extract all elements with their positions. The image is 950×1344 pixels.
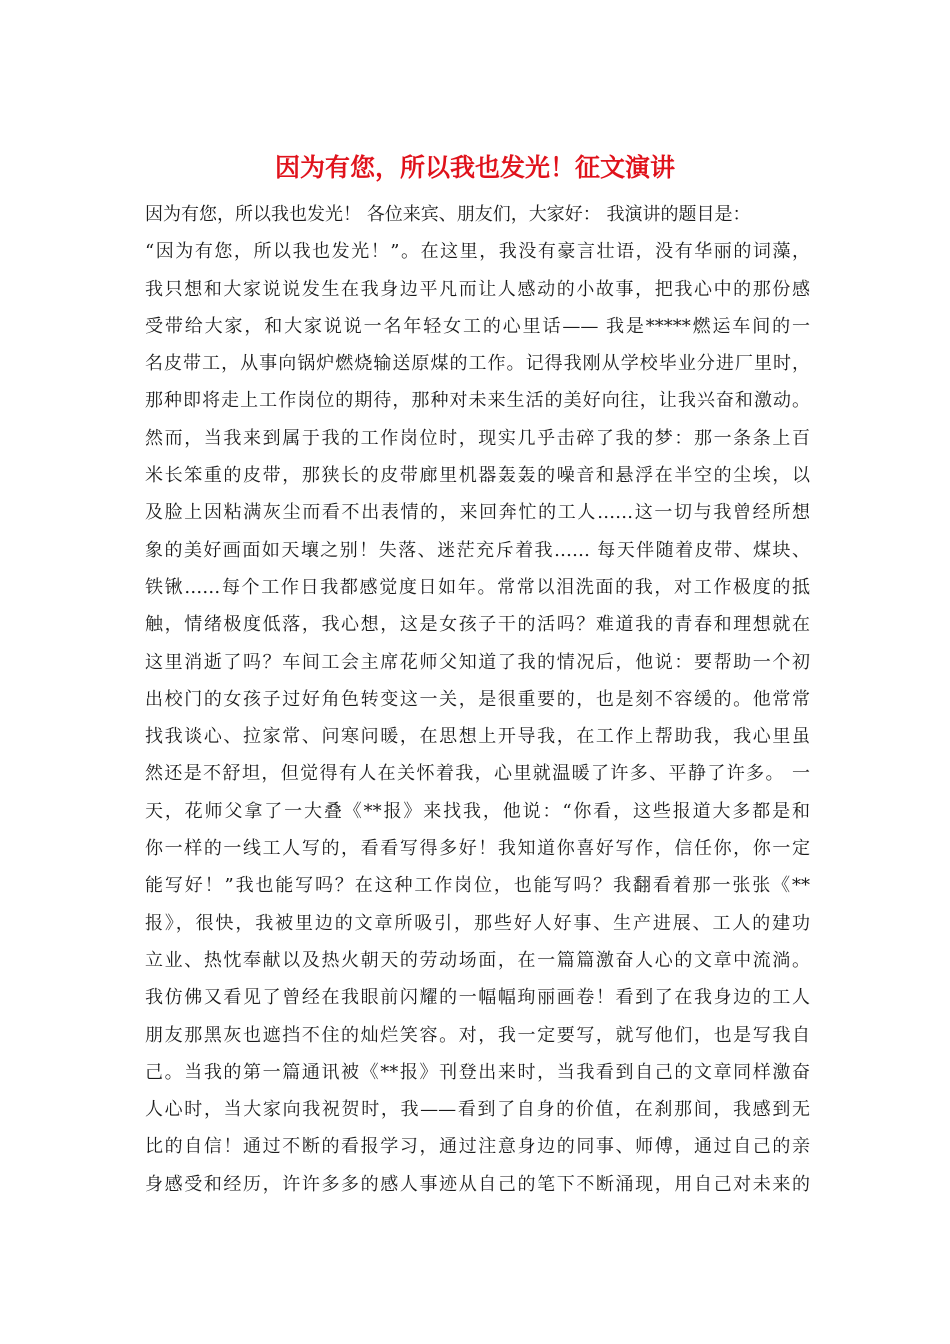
body-line: “因为有您，所以我也发光！”。在这里，我没有豪言壮语，没有华丽的词藻，: [145, 241, 810, 263]
body-line: 那种即将走上工作岗位的期待，那种对未来生活的美好向往，让我兴奋和激动。: [145, 390, 810, 412]
body-line: 象的美好画面如天壤之别！失落、迷茫充斥着我…… 每天伴随着皮带、煤块、: [145, 539, 810, 561]
body-line: 我只想和大家说说发生在我身边平凡而让人感动的小故事，把我心中的那份感: [145, 278, 810, 300]
body-line: 报》，很快，我被里边的文章所吸引，那些好人好事、生产进展、工人的建功: [145, 912, 810, 934]
body-line: 我仿佛又看见了曾经在我眼前闪耀的一幅幅珣丽画卷！看到了在我身边的工人: [145, 987, 810, 1009]
body-line: 名皮带工，从事向锅炉燃烧输送原煤的工作。记得我刚从学校毕业分进厂里时，: [145, 353, 810, 375]
body-line: 比的自信！通过不断的看报学习，通过注意身边的同事、师傅，通过自己的亲: [145, 1136, 810, 1158]
body-line: 找我谈心、拉家常、问寒问暖，在思想上开导我，在工作上帮助我，我心里虽: [145, 726, 810, 748]
body-line: 这里消逝了吗？车间工会主席花师父知道了我的情况后，他说：要帮助一个初: [145, 651, 810, 673]
body-line: 天，花师父拿了一大叠《**报》来找我，他说：“你看，这些报道大多都是和: [145, 800, 810, 822]
body-line: 朋友那黑灰也遮挡不住的灿烂笑容。对，我一定要写，就写他们，也是写我自: [145, 1024, 810, 1046]
body-line: 受带给大家，和大家说说一名年轻女工的心里话—— 我是*****燃运车间的一: [145, 315, 810, 337]
body-line: 出校门的女孩子过好角色转变这一关，是很重要的，也是刻不容缓的。他常常: [145, 688, 810, 710]
body-line: 米长笨重的皮带，那狭长的皮带廊里机器轰轰的噪音和悬浮在半空的尘埃，以: [145, 465, 810, 487]
body-line: 人心时，当大家向我祝贺时，我——看到了自身的价值，在刹那间，我感到无: [145, 1099, 810, 1121]
body-line: 及脸上因粘满灰尘而看不出表情的，来回奔忙的工人……这一切与我曾经所想: [145, 502, 810, 524]
body-line: 能写好！”我也能写吗？在这种工作岗位，也能写吗？我翻看着那一张张《**: [145, 875, 810, 897]
body-line: 因为有您，所以我也发光！ 各位来宾、朋友们，大家好： 我演讲的题目是：: [145, 204, 751, 225]
body-line: 触，情绪极度低落，我心想，这是女孩子干的活吗？难道我的青春和理想就在: [145, 614, 810, 636]
body-line: 立业、热忱奉献以及热火朝天的劳动场面，在一篇篇激奋人心的文章中流淌。: [145, 949, 810, 971]
body-line: 身感受和经历，许许多多的感人事迹从自己的笔下不断涌现，用自己对未来的: [145, 1173, 810, 1195]
body-line: 己。当我的第一篇通讯被《**报》刊登出来时，当我看到自己的文章同样激奋: [145, 1061, 810, 1083]
body-line: 然而，当我来到属于我的工作岗位时，现实几乎击碎了我的梦：那一条条上百: [145, 427, 810, 449]
document-title: 因为有您，所以我也发光！征文演讲: [274, 153, 675, 182]
body-line: 铁锹……每个工作日我都感觉度日如年。常常以泪洗面的我，对工作极度的抵: [145, 576, 810, 598]
body-line: 然还是不舒坦，但觉得有人在关怀着我，心里就温暖了许多、平静了许多。 一: [145, 763, 810, 785]
document-body: [145, 196, 810, 1203]
body-line: 你一样的一线工人写的，看看写得多好！我知道你喜好写作，信任你，你一定: [145, 838, 810, 860]
